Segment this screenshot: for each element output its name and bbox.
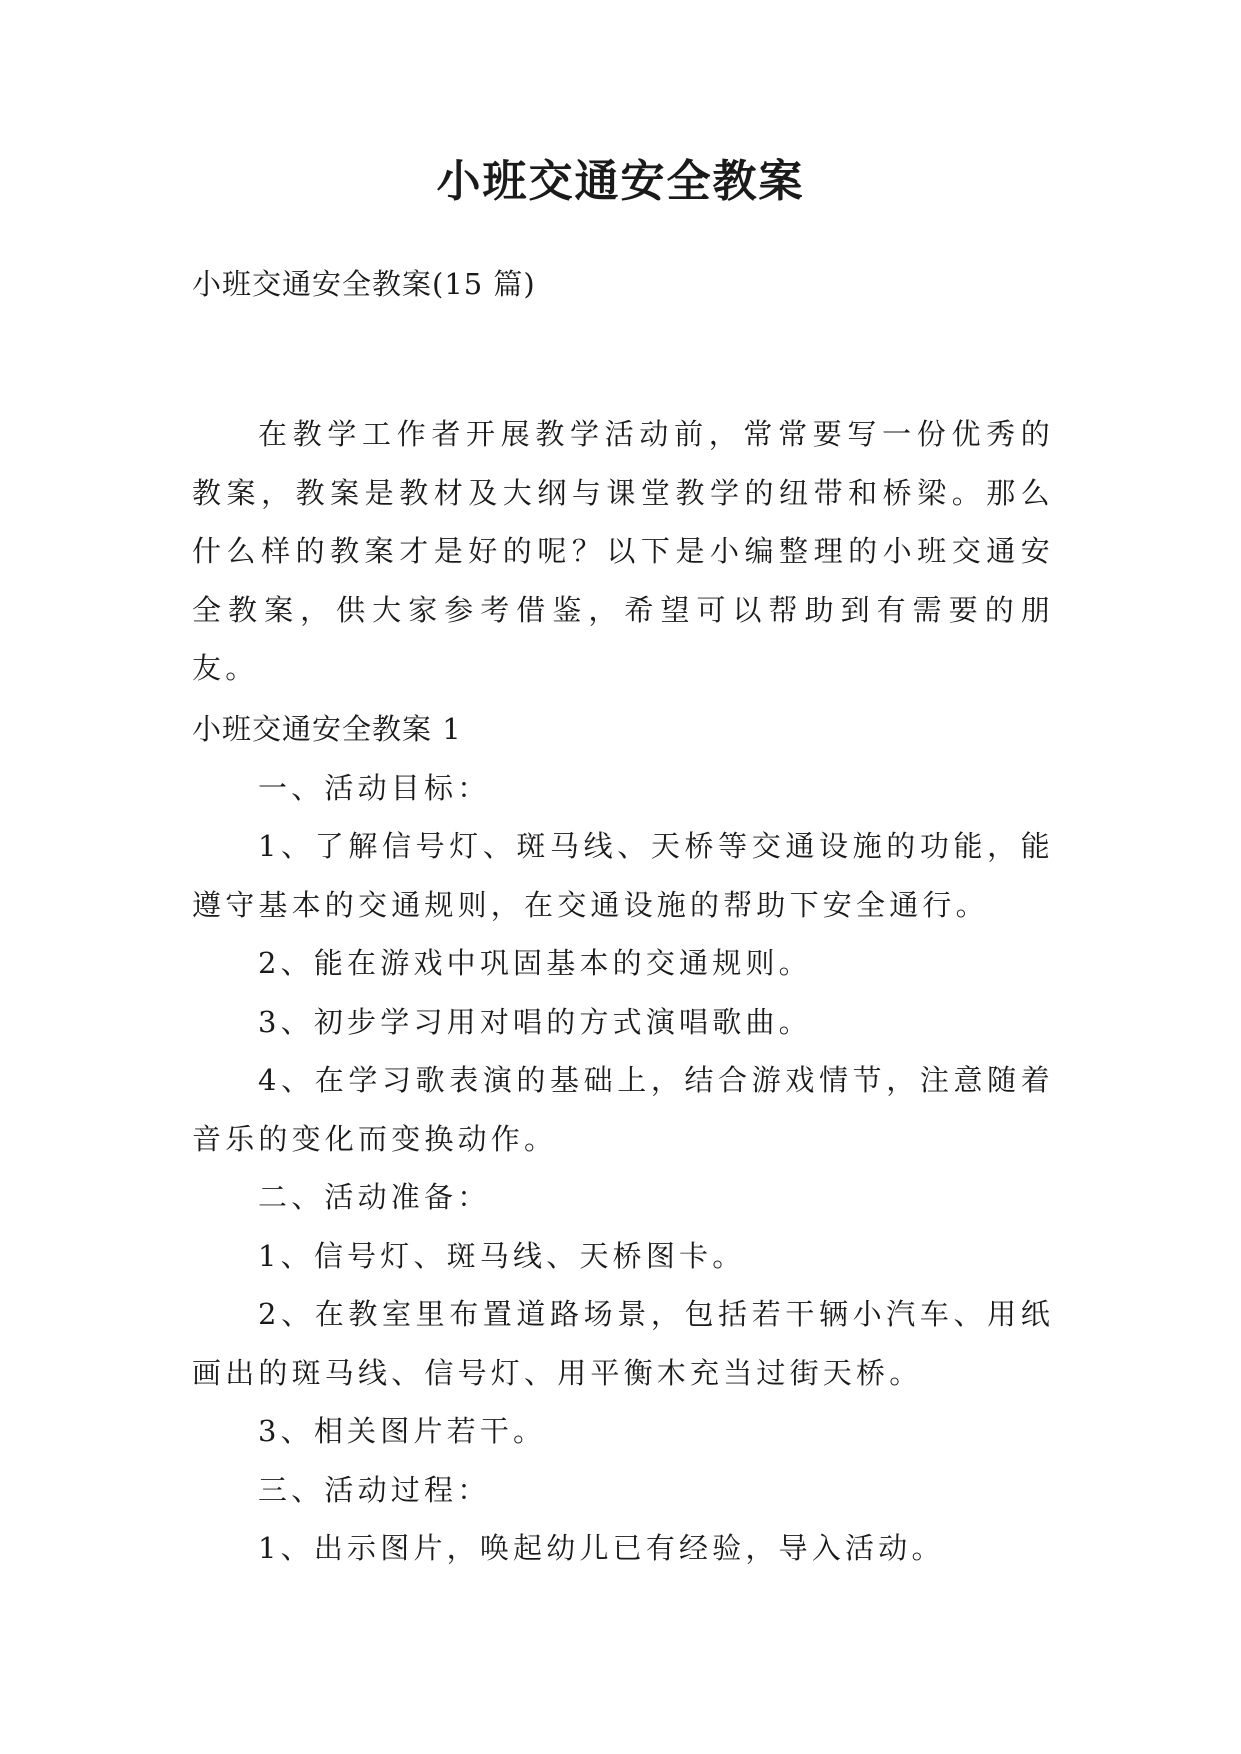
document-subtitle: 小班交通安全教案(15 篇) [192,267,536,301]
paragraph-process-heading: 三、活动过程： [258,1472,491,1507]
lesson-section-1 [192,700,1054,1578]
paragraph-preparation-heading: 二、活动准备： [258,1180,491,1214]
paragraph-objective-3: 3、初步学习用对唱的方式演唱歌曲。 [258,1004,812,1039]
paragraph-preparation-1: 1、信号灯、斑马线、天桥图卡。 [258,1238,746,1273]
paragraph-objectives-heading: 一、活动目标： [258,770,491,805]
section-heading: 小班交通安全教案 1 [192,712,462,746]
paragraph-objective-1: 1、了解信号灯、斑马线、天桥等交通设施的功能，能遵守基本的交通规则，在交通设施的帮助下安全通行。 [192,829,1054,922]
paragraph-preparation-2: 2、在教室里布置道路场景，包括若干辆小汽车、用纸画出的斑马线、信号灯、用平衡木充当过街天桥。 [192,1297,1054,1390]
paragraph-objective-2: 2、能在游戏中巩固基本的交通规则。 [258,946,812,980]
intro-paragraph: 在教学工作者开展教学活动前，常常要写一份优秀的教案，教案是教材及大纲与课堂教学的纽带和桥梁。那么什么样的教案才是好的呢？以下是小编整理的小班交通安全教案，供大家参考借鉴，希望可以帮助到有需要的朋友。 [192,417,1054,685]
paragraph-preparation-3: 3、相关图片若干。 [258,1414,547,1448]
paragraph-process-1: 1、出示图片，唤起幼儿已有经验，导入活动。 [258,1531,945,1565]
document-title: 小班交通安全教案 [436,156,805,207]
paragraph-objective-4: 4、在学习歌表演的基础上，结合游戏情节，注意随着音乐的变化而变换动作。 [192,1063,1054,1156]
